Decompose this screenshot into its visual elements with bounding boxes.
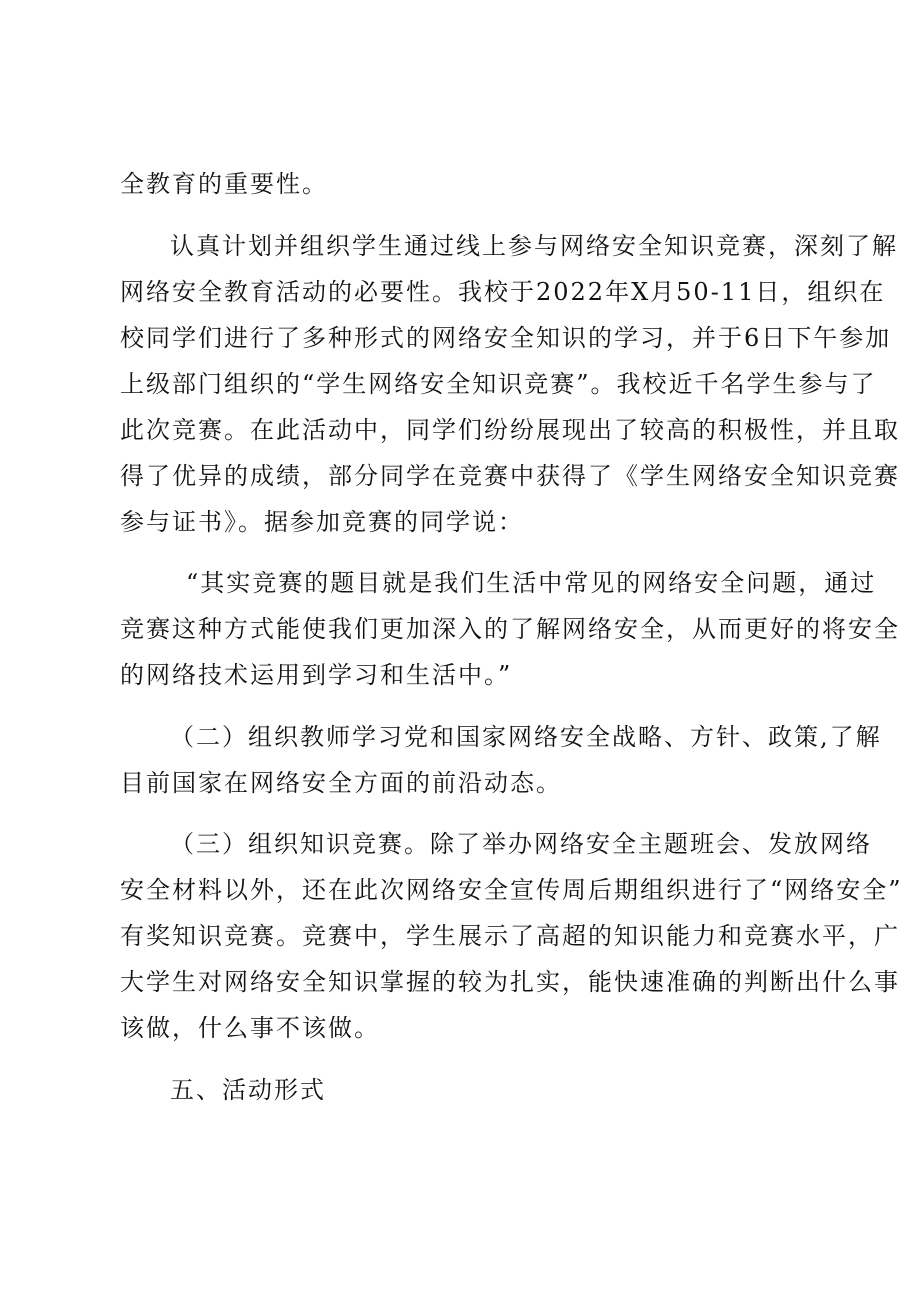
paragraph-4-line-1: （二）组织教师学习党和国家网络安全战略、方针、政策,了解	[170, 723, 882, 751]
paragraph-2-line-4: 上级部门组织的“学生网络安全知识竞赛”。我校近千名学生参与了	[120, 370, 877, 398]
paragraph-5-line-4: 大学生对网络安全知识掌握的较为扎实，能快速准确的判断出什么事	[120, 968, 900, 996]
paragraph-2-line-3: 校同学们进行了多种形式的网络安全知识的学习，并于6日下午参加	[120, 324, 892, 352]
quote-line-2: 竞赛这种方式能使我们更加深入的了解网络安全，从而更好的将安全	[120, 615, 900, 643]
paragraph-4-line-2: 目前国家在网络安全方面的前沿动态。	[120, 769, 562, 797]
paragraph-1-line-1: 全教育的重要性。	[120, 170, 328, 198]
paragraph-5-line-3: 有奖知识竞赛。竞赛中，学生展示了高超的知识能力和竞赛水平，广	[120, 922, 900, 950]
quote-line-3: 的网络技术运用到学习和生活中。”	[120, 661, 513, 689]
paragraph-5-line-1: （三）组织知识竞赛。除了举办网络安全主题班会、发放网络	[170, 830, 872, 858]
paragraph-5-line-2: 安全材料以外，还在此次网络安全宣传周后期组织进行了“网络安全”	[120, 876, 903, 904]
paragraph-5-line-5: 该做，什么事不该做。	[120, 1014, 380, 1042]
paragraph-2-line-2: 网络安全教育活动的必要性。我校于2022年X月50-11日，组织在	[120, 278, 886, 306]
paragraph-2-line-6: 得了优异的成绩，部分同学在竞赛中获得了《学生网络安全知识竞赛	[120, 462, 900, 490]
quote-line-1: “其实竞赛的题目就是我们生活中常见的网络安全问题，通过	[186, 569, 877, 597]
paragraph-2-line-5: 此次竞赛。在此活动中，同学们纷纷展现出了较高的积极性，并且取	[120, 416, 900, 444]
paragraph-2-line-7: 参与证书》。据参加竞赛的同学说：	[120, 508, 524, 536]
section-heading-activity-form: 五、活动形式	[170, 1076, 326, 1104]
paragraph-2-line-1: 认真计划并组织学生通过线上参与网络安全知识竞赛，深刻了解	[170, 232, 898, 260]
